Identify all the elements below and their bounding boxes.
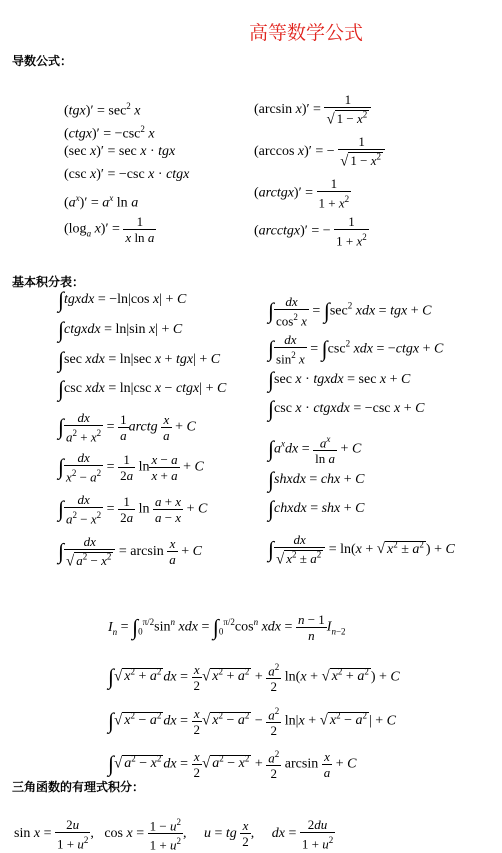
formula: $\int a^xdx$ = $\frac{a^x}{\text{ln a}}$ + C	[268, 434, 362, 467]
formula: ∫sec x · tgxdx = sec x + C	[268, 367, 411, 392]
formula: (arccos x)′ = − $\frac{1}{√ 1 - x^2}$	[254, 134, 385, 169]
formula: ∫shxdx = chx + C	[268, 467, 365, 492]
formula: ∫tgxdx = −ln|cos x| + C	[58, 287, 187, 312]
section-heading-derivatives: 导数公式：	[12, 54, 73, 68]
formula: ∫√ $x^2 + a^2$ dx = $\frac{x}{2}$ √ $x^2 + a^2$ + $\frac{a^2}{2}$ ln(x + √ $x^2 + a^2$ ) + C	[108, 661, 400, 695]
formula: ∫√ $a^2 - x^2$ dx = $\frac{x}{2}$ √ $a^2 - x^2$ + $\frac{a^2}{2}$ arcsin $\frac{x}{a}$ + C	[108, 748, 357, 782]
formula: (arcsin x)′ = $\frac{1}{√ 1 - x^2}$	[254, 92, 371, 127]
formula: $(a^x)' = a^x$ ln a	[64, 193, 139, 211]
page-title: 高等数学公式	[248, 22, 363, 44]
formula: ($\log_a$ x)′ = $\frac{1}{\text{x ln a}}$	[64, 214, 155, 245]
formula: ∫ $\frac{dx}{a^2 - x^2}$ = $\frac{1}{2a}$ ln $\frac{a + x}{a - x}$ + C	[58, 492, 208, 527]
formula: ∫ $\frac{dx}{√ x^2 \pm a^2}$ = ln(x + √ $x^2 \pm a^2$ ) + C	[268, 532, 455, 568]
formula: (sec x)′ = sec x · tgx	[64, 144, 176, 159]
formula: (arcctgx)′ = − $\frac{1}{1 + x^2}$	[254, 214, 367, 249]
formula: ∫ $\frac{dx}{\sin^2 x}$ = $\int\csc^2$ xdx = −ctgx + C	[268, 332, 444, 367]
formula: ∫ $\frac{dx}{x^2 - a^2}$ = $\frac{1}{2a}$ ln $\frac{x - a}{x + a}$ + C	[58, 450, 204, 485]
formula: ∫sec xdx = ln|sec x + tgx| + C	[58, 347, 221, 372]
formula: (arctgx)′ = $\frac{1}{1 + x^2}$	[254, 176, 350, 211]
section-heading-integrals: 基本积分表：	[12, 275, 85, 289]
formula: ∫csc xdx = ln|csc x − ctgx| + C	[58, 376, 227, 401]
section-heading-trig-rational: 三角函数的有理式积分：	[12, 780, 145, 794]
formula: (ctgx)′ = $-\csc^2$ x	[64, 124, 155, 142]
formula: sin x = $\frac{2u}{1 + u^2}$ , cos x = $\frac{1 - u^2}{1 + u^2}$ , u = tg $\frac{x}{2}$ , dx = $\frac{2du}{1 + u^2}$	[14, 816, 334, 853]
formula: $(tgx)' = \sec^2 x$	[64, 101, 141, 119]
formula: (csc x)′ = −csc x · ctgx	[64, 167, 190, 182]
formula: ∫ $\frac{dx}{a^2 + x^2}$ = $\frac{1}{a}$ arctg $\frac{x}{a}$ + C	[58, 410, 196, 445]
formula: ∫ctgxdx = ln|sin x| + C	[58, 317, 183, 342]
formula: ∫chxdx = shx + C	[268, 496, 365, 521]
formula: ∫ $\frac{dx}{\cos^2 x}$ = $\int\sec^2$ xdx = tgx + C	[268, 294, 432, 329]
formula: ∫csc x · ctgxdx = −csc x + C	[268, 396, 425, 421]
formula: ∫√ $x^2 - a^2$ dx = $\frac{x}{2}$ √ $x^2 - a^2$ − $\frac{a^2}{2}$ ln|x + √ $x^2 - a^2$ | + C	[108, 705, 397, 739]
formula: $I_n = \int_0^{\pi/2}\sin^n$ xdx = $\int_0^{\pi/2}\cos^n$ xdx = $\frac{n - 1}{n}$ $I_{n-2}$	[108, 612, 346, 643]
formula: ∫ $\frac{dx}{√ a^2 - x^2}$ = arcsin $\frac{x}{a}$ + C	[58, 534, 202, 570]
